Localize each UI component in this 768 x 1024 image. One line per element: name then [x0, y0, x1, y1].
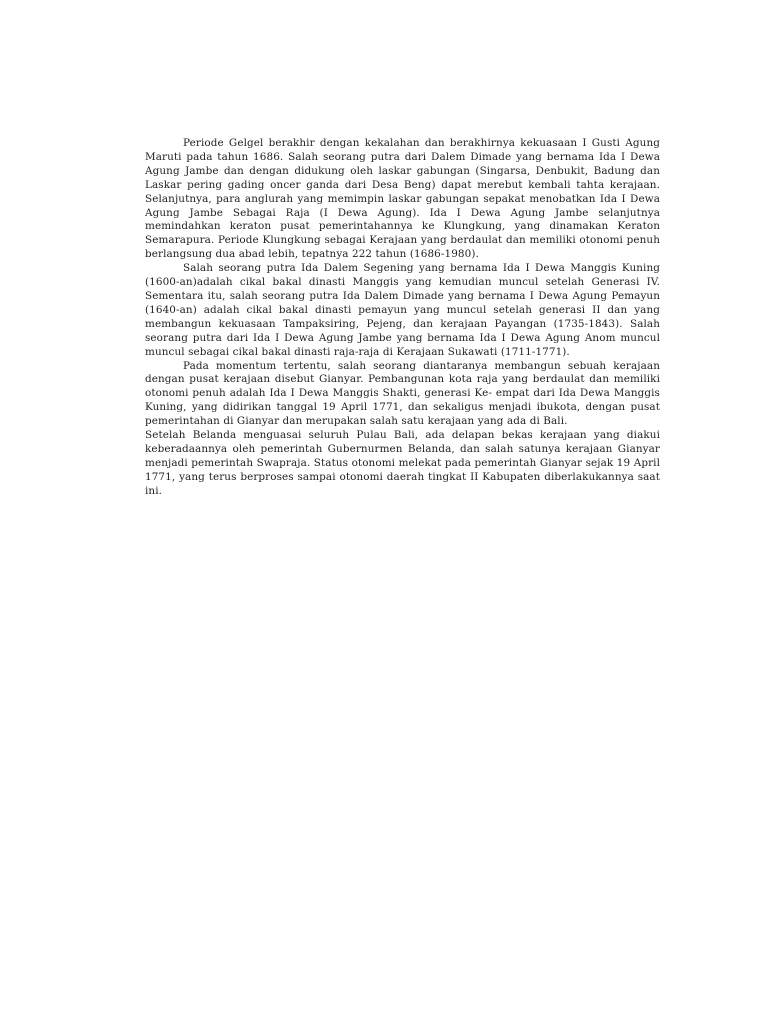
- paragraph-swapraja: Setelah Belanda menguasai seluruh Pulau Bali, ada delapan bekas kerajaan yang diakui keberadaannya oleh pemerintah Gubernurmen Belanda, dan salah satunya kerajaan Gianyar menjadi pemerintah Swapraja. Status otonomi melekat pada pemerintah Gianyar sejak 19 April 1771, yang terus berproses sampai otonomi daerah tingkat II Kabupaten diberlakukannya saat ini.: [145, 429, 660, 497]
- paragraph-periode-gelgel: Periode Gelgel berakhir dengan kekalahan dan berakhirnya kekuasaan I Gusti Agung Maruti pada tahun 1686. Salah seorang putra dari Dalem Dimade yang bernama Ida I Dewa Agung Jambe dan dengan didukung oleh laskar gabungan (Singarsa, Denbukit, Badung dan Laskar pering gading oncer ganda dari Desa Beng) dapat merebut kembali tahta kerajaan. Selanjutnya, para anglurah yang memimpin laskar gabungan sepakat menobatkan Ida I Dewa Agung Jambe Sebagai Raja (I Dewa Agung). Ida I Dewa Agung Jambe selanjutnya memindahkan keraton pusat pemerintahannya ke Klungkung, yang dinamakan Keraton Semarapura. Periode Klungkung sebagai Kerajaan yang berdaulat dan memiliki otonomi penuh berlangsung dua abad lebih, tepatnya 222 tahun (1686-1980).: [145, 137, 660, 261]
- paragraph-dinasti-manggis: Salah seorang putra Ida Dalem Segening yang bernama Ida I Dewa Manggis Kuning (1600-an)adalah cikal bakal dinasti Manggis yang kemudian muncul setelah Generasi IV. Sementara itu, salah seorang putra Ida Dalem Dimade yang bernama I Dewa Agung Pemayun (1640-an) adalah cikal bakal dinasti pemayun yang muncul setelah generasi II dan yang membangun kekuasaan Tampaksiring, Pejeng, dan kerajaan Payangan (1735-1843). Salah seorang putra dari Ida I Dewa Agung Jambe yang bernama Ida I Dewa Agung Anom muncul muncul sebagai cikal bakal dinasti raja-raja di Kerajaan Sukawati (1711-1771).: [145, 262, 660, 358]
- paragraph-kerajaan-gianyar: Pada momentum tertentu, salah seorang diantaranya membangun sebuah kerajaan dengan pusat kerajaan disebut Gianyar. Pembangunan kota raja yang berdaulat dan memiliki otonomi penuh adalah Ida I Dewa Manggis Shakti, generasi Ke- empat dari Ida Dewa Manggis Kuning, yang didirikan tanggal 19 April 1771, dan sekaligus menjadi ibukota, dengan pusat pemerintahan di Gianyar dan merupakan salah satu kerajaan yang ada di Bali.: [145, 359, 660, 428]
- document-body: [145, 137, 660, 499]
